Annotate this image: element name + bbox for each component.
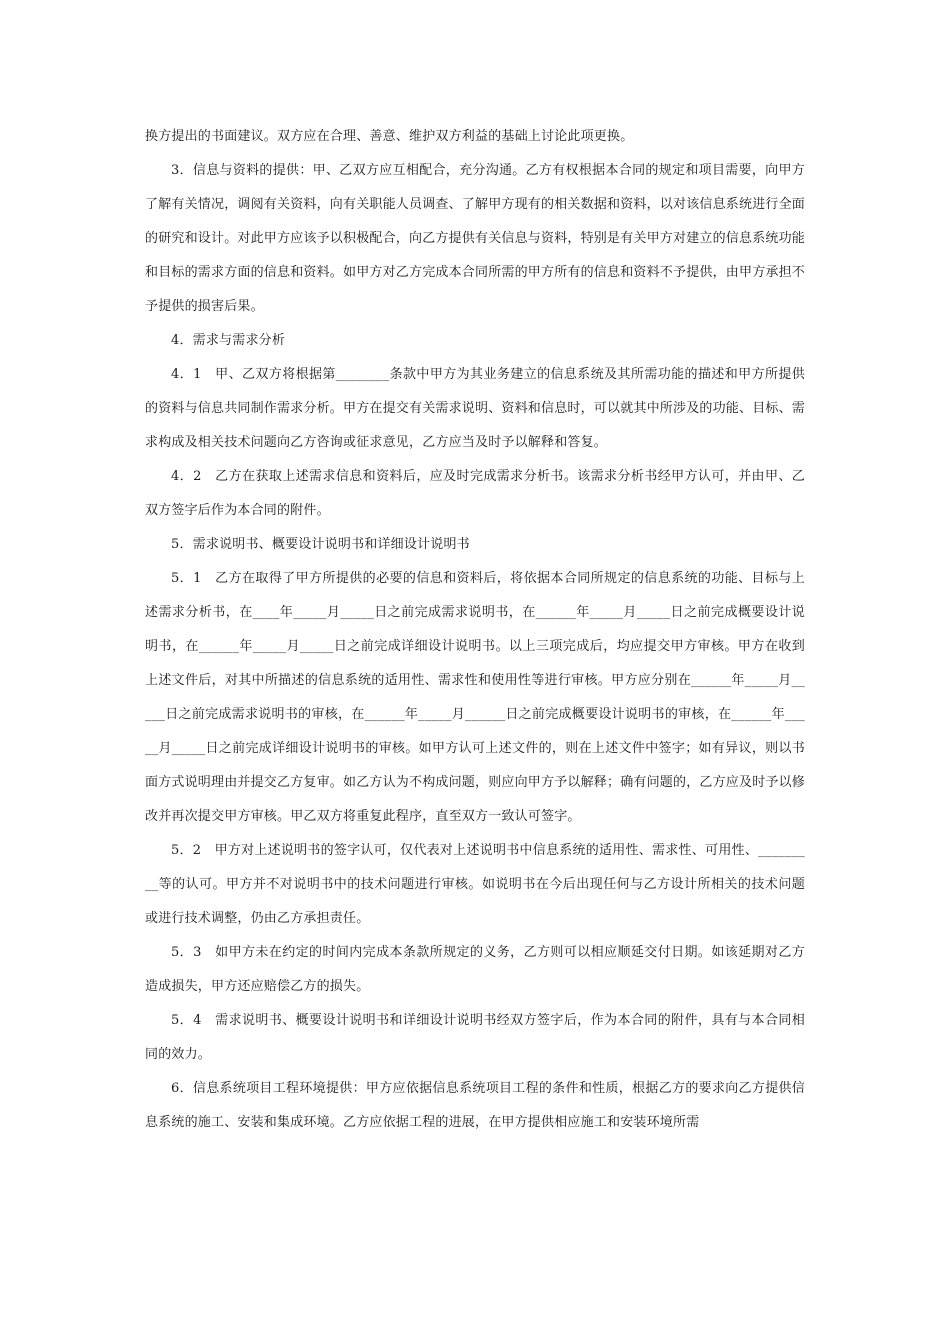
paragraph-4-2: 4．2 乙方在获取上述需求信息和资料后，应及时完成需求分析书。该需求分析书经甲方认可，并由甲、乙双方签字后作为本合同的附件。 — [145, 469, 805, 518]
paragraph-5-1: 5．1 乙方在取得了甲方所提供的必要的信息和资料后，将依据本合同所规定的信息系统的功能、目标与上述需求分析书，在____年_____月_____日之前完成需求说明书，在______年_____月_____日之前完成概要设计说明书，在______年_____月_____日之前完成详细设计说明书。以上三项完成后，均应提交甲方审核。甲方在收到上述文件后，对其中所描述的信息系统的适用性、需求性和使用性等进行审核。甲方应分别在______年_____月_____日之前完成需求说明书的审核，在______年_____月______日之前完成概要设计说明书的审核，在______年_____月_____日之前完成详细设计说明书的审核。如甲方认可上述文件的，则在上述文件中签字；如有异议，则以书面方式说明理由并提交乙方复审。如乙方认为不构成问题，则应向甲方予以解释；确有问题的，乙方应及时予以修改并再次提交甲方审核。甲乙双方将重复此程序，直至双方一致认可签字。 — [145, 571, 806, 824]
contract-body — [145, 120, 805, 1140]
paragraph-4-1: 4．1 甲、乙双方将根据第________条款中甲方为其业务建立的信息系统及其所需功能的描述和甲方所提供的资料与信息共同制作需求分析。甲方在提交有关需求说明、资料和信息时，可以就其中所涉及的功能、目标、需求构成及相关技术问题向乙方咨询或征求意见，乙方应当及时予以解释和答复。 — [145, 367, 806, 450]
paragraph-6-environment: 6．信息系统项目工程环境提供：甲方应依据信息系统项目工程的条件和性质，根据乙方的要求向乙方提供信息系统的施工、安装和集成环境。乙方应依据工程的进展，在甲方提供相应施工和安装环境所需 — [145, 1081, 805, 1130]
paragraph-5-2: 5．2 甲方对上述说明书的签字认可，仅代表对上述说明书中信息系统的适用性、需求性、可用性、_________等的认可。甲方并不对说明书中的技术问题进行审核。如说明书在今后出现任何与乙方设计所相关的技术问题或进行技术调整，仍由乙方承担责任。 — [145, 843, 805, 926]
paragraph-5-3: 5．3 如甲方未在约定的时间内完成本条款所规定的义务，乙方则可以相应顺延交付日期。如该延期对乙方造成损失，甲方还应赔偿乙方的损失。 — [145, 945, 805, 994]
heading-5-specifications: 5．需求说明书、概要设计说明书和详细设计说明书 — [171, 537, 470, 552]
paragraph-continuation: 换方提出的书面建议。双方应在合理、善意、维护双方利益的基础上讨论此项更换。 — [145, 129, 634, 144]
heading-4-requirements: 4．需求与需求分析 — [171, 333, 286, 348]
paragraph-5-4: 5．4 需求说明书、概要设计说明书和详细设计说明书经双方签字后，作为本合同的附件，具有与本合同相同的效力。 — [145, 1013, 805, 1062]
paragraph-3-information-provision: 3．信息与资料的提供：甲、乙双方应互相配合，充分沟通。乙方有权根据本合同的规定和项目需要，向甲方了解有关情况，调阅有关资料，向有关职能人员调查、了解甲方现有的相关数据和资料，以对该信息系统进行全面的研究和设计。对此甲方应该予以积极配合，向乙方提供有关信息与资料，特别是有关甲方对建立的信息系统功能和目标的需求方面的信息和资料。如甲方对乙方完成本合同所需的甲方所有的信息和资料不予提供，由甲方承担不予提供的损害后果。 — [145, 163, 806, 314]
